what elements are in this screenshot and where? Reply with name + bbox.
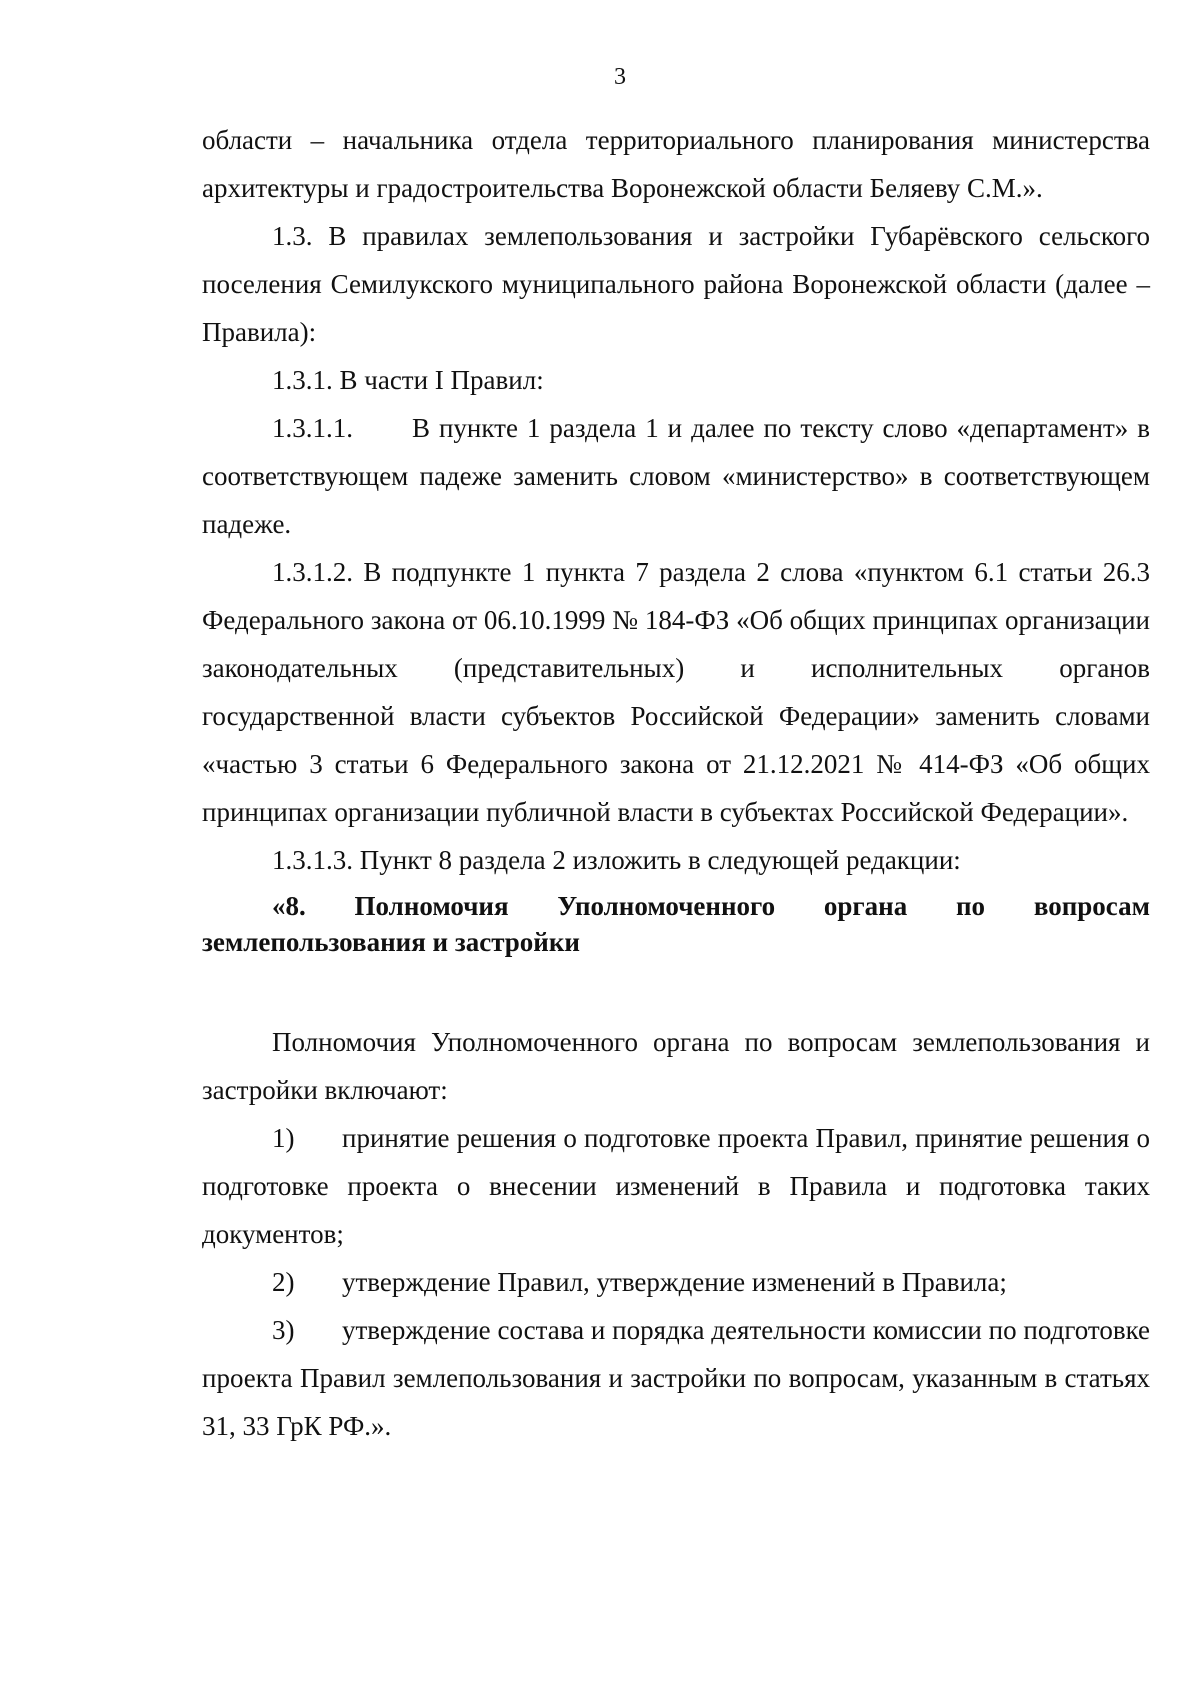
list-item-number: 2) (272, 1267, 295, 1297)
page-number: 3 (614, 64, 626, 90)
list-item (202, 1114, 1150, 1258)
paragraph-1-3-1-1 (202, 404, 1150, 548)
list-item-text: утверждение состава и порядка деятельности комиссии по подготовке проекта Правил землепользования и застройки по вопросам, указанным в статьях 31, 33 ГрК РФ.». (202, 1315, 1150, 1441)
list-item-number: 1) (272, 1123, 295, 1153)
list-item-text: принятие решения о подготовке проекта Правил, принятие решения о подготовке проекта о внесении изменений в Правила и подготовка таких документов; (202, 1123, 1150, 1249)
paragraph-number: 1.3.1.1. (272, 413, 353, 443)
paragraph-1-3: 1.3. В правилах землепользования и застройки Губарёвского сельского поселения Семилукского муниципального района Воронежской области (далее – Правила): (202, 221, 1150, 347)
list-item-text: утверждение Правил, утверждение изменений в Правила; (342, 1267, 1007, 1297)
list-item (202, 1306, 1150, 1450)
paragraph-powers-intro: Полномочия Уполномоченного органа по вопросам землепользования и застройки включают: (202, 1027, 1150, 1105)
list-item (202, 1258, 1150, 1306)
list-item-number: 3) (272, 1315, 295, 1345)
paragraph-continuation: области – начальника отдела территориального планирования министерства архитектуры и градостроительства Воронежской области Беляеву С.М.». (202, 125, 1150, 203)
document-body (202, 116, 1150, 1450)
spacer (202, 960, 1150, 1018)
paragraph-1-3-1: 1.3.1. В части I Правил: (272, 365, 544, 395)
section-heading: «8. Полномочия Уполномоченного органа по вопросам землепользования и застройки (202, 891, 1150, 957)
paragraph-text: В пункте 1 раздела 1 и далее по тексту слово «департамент» в соответствующем падеже заменить словом «министерство» в соответствующем падеже. (202, 413, 1150, 539)
paragraph-1-3-1-2: 1.3.1.2. В подпункте 1 пункта 7 раздела 2 слова «пунктом 6.1 статьи 26.3 Федерального закона от 06.10.1999 № 184-ФЗ «Об общих принципах организации законодательных (представительных) и исполнительных органов государственной власти субъектов Российской Федерации» заменить словами «частью 3 статьи 6 Федерального закона от 21.12.2021 № 414-ФЗ «Об общих принципах организации публичной власти в субъектах Российской Федерации». (202, 557, 1150, 827)
paragraph-1-3-1-3: 1.3.1.3. Пункт 8 раздела 2 изложить в следующей редакции: (272, 845, 961, 875)
